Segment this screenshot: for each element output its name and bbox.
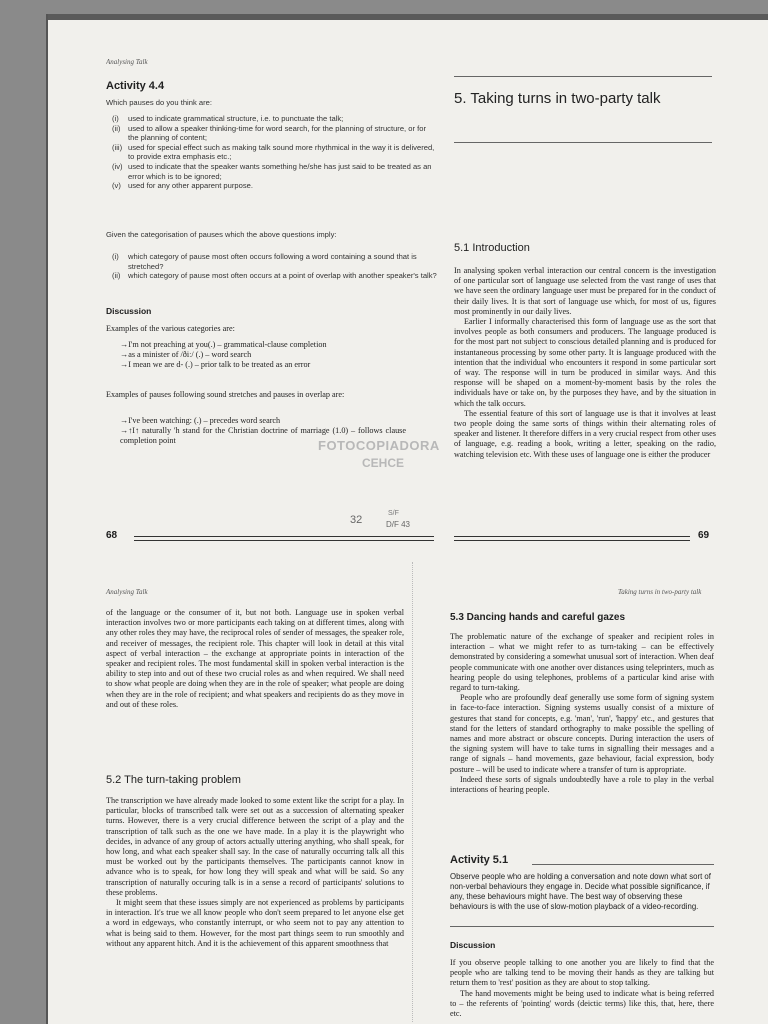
running-head: Taking turns in two-party talk (618, 588, 702, 596)
running-head: Analysing Talk (106, 588, 148, 596)
list-item: (iii) used for special effect such as making talk sound more rhythmical in the way it is delivered, to provide extra emphasis etc.; (112, 142, 435, 162)
question-list (112, 252, 438, 281)
activity-bottom-rule (450, 926, 714, 927)
list-item: (i) which category of pause most often occurs following a word containing a sound that is stretched? (112, 252, 417, 271)
stamp-sf: S/F (388, 510, 399, 517)
page-68-footer-rule (134, 536, 434, 541)
page-68 (106, 54, 440, 554)
chapter-top-rule (454, 76, 712, 77)
activity-title: Activity 4.4 (106, 80, 165, 92)
scan-top-band (48, 14, 768, 20)
given-text: Given the categorisation of pauses which the above questions imply: (106, 230, 337, 239)
page-number: 68 (106, 530, 118, 541)
copy-stamp-sub: CEHCE (362, 456, 405, 470)
pause-category-list (112, 114, 438, 191)
page-71-body (450, 632, 714, 795)
running-head: Analysing Talk (106, 58, 148, 66)
paragraph: If you observe people talking to one another you are likely to find that the people who are talking tend to be moving their hands as they are talking but return them to 'rest' position as they are about to stop talking. (450, 958, 714, 988)
paragraph: Indeed these sorts of signals undoubtedly have a role to play in the verbal interactions of hearing people. (450, 774, 714, 795)
list-item: (v) used for any other apparent purpose. (112, 181, 253, 191)
chapter-bottom-rule (454, 142, 712, 143)
section-title: 5.1 Introduction (454, 242, 530, 254)
page-70-body (106, 796, 404, 1022)
stamp-df: D/F 43 (386, 520, 411, 529)
list-item: (ii) which category of pause most often occurs at a point of overlap with another speaker's talk? (112, 271, 437, 281)
activity-title: Activity 5.1 (450, 854, 509, 866)
example-line: →I mean we are d- (.) – prior talk to be treated as an error (120, 360, 311, 370)
page-69-footer-rule (454, 536, 690, 541)
example-line: →I've been watching: (.) – precedes word search (120, 416, 281, 425)
example-line: →as a minister of /ðiː/ (.) – word search (120, 350, 252, 360)
scanned-sheet (46, 14, 768, 1024)
intro-body (454, 266, 716, 526)
page-number: 69 (698, 530, 710, 541)
stamp-number: 32 (350, 514, 363, 526)
paragraph: The hand movements might be being used to indicate what is being referred to – the referents of 'pointing' words (deictic terms) like this, that, here, there etc. (450, 988, 714, 1019)
discussion-heading: Discussion (450, 940, 496, 950)
chapter-title: 5. Taking turns in two-party talk (454, 90, 661, 107)
activity-rule (532, 864, 714, 865)
activity-text: Observe people who are holding a conversation and note down what sort of non-verbal behaviours they engage in. Decide what possible significance, if any, these behaviours might have. The best way of observing these behaviours is with the use of slow-motion playback of a video-recording. (450, 872, 711, 911)
paragraph: It might seem that these issues simply are not experienced as problems by participants in interaction. It's true we all know people who don't seem prepared to let anyone else get a word in edgeways, who constantly interrupt, or who seem not to pay any attention to what is being said to them. However, for the most part things seem to run smoothly and without any apparent hitch. And it is the achievement of this apparent smoothness that (106, 898, 404, 948)
discussion-heading: Discussion (106, 306, 152, 316)
list-item: (ii) used to allow a speaker thinking-time for word search, for the planning of structure, or for the planning of content; (112, 123, 426, 143)
examples-intro: Examples of the various categories are: (106, 324, 235, 333)
list-item: (iv) used to indicate that the speaker wants something he/she has just said to be treated as an error which is to be ignored; (112, 161, 432, 181)
section-title: 5.2 The turn-taking problem (106, 774, 241, 786)
examples-list (106, 340, 406, 371)
examples2-intro: Examples of pauses following sound stretches and pauses in overlap are: (106, 390, 345, 399)
paragraph: People who are profoundly deaf generally use some form of signing system in face-to-face interaction. Signing systems usually consist of a mixture of gestures that stand for concepts, e.g. 'man', 'run', 'happy' etc., and gestures that stand for the letters of standard orthography to make possible the spelling of names and more abstract or obscure concepts. During interaction the users of the signing system will have to take turns in signalling their messages and a range of signals – hand movements, gaze behaviour, facial expression, body posture – will be used to indicate where a transfer of turn is appropriate. (450, 693, 714, 774)
list-item: (i) used to indicate grammatical structure, i.e. to punctuate the talk; (112, 114, 344, 123)
paragraph: The problematic nature of the exchange of speaker and recipient roles in interaction – what we might refer to as turn-taking – can be effectively demonstrated by considering a somewhat unusual sort of interaction. When deaf people communicate with one another over distances using teleprinters, much as hearing people do using telephones, problems of a particular kind arise with regard to turn-taking. (450, 632, 714, 693)
activity-question: Which pauses do you think are: (106, 98, 212, 107)
paragraph: Earlier I informally characterised this form of language use as the sort that involves people as both consumers and producers. The language produced is for the most part not subject to conscious detailed planning and is produced for instantaneous processing by some other party. It is language produced with the intention that the individual who encounters it respond in some particular sort of way. The response will in turn be produced in similar ways. And this response will be shaped on a moment-by-moment basis by the roles the individuals have or take on, by the purposes they have, and by the situation in which the talk occurs. (454, 317, 716, 408)
copy-stamp: FOTOCOPIADORA (318, 438, 440, 453)
example-line: →I'm not preaching at you(.) – grammatical-clause completion (120, 340, 327, 349)
page-71-discussion (450, 958, 714, 1022)
page-70-body-1: of the language or the consumer of it, but not both. Language use in spoken verbal interaction involves two or more participants each taking on at different times, along with any other roles they may have, the reciprocal roles of sender of messages, the speaker role, and receiver of messages, the recipient role. This chapter will look in detail at this vital aspect of verbal interaction – the exchange at appropriate points in interaction of the speaker and recipient roles. The most fundamental skill in spoken verbal interaction is the ability to step into and out of these two crucial roles as and when required. We shall need to show what people are doing when they are in the role of speaker; what people are doing when they are in the role of recipient; and what speakers and recipients do as they move in and out of these roles. (106, 608, 404, 709)
paragraph: The essential feature of this sort of language use is that it involves at least two people doing the same sorts of things within their alternating roles of speaker and listener. It therefore differs in a very crucial respect from other uses of language, e.g. reading a book, writing a letter, speaking on the radio, watching television etc. With these uses of language one is either the producer (454, 408, 716, 459)
binding-gutter (412, 562, 413, 1022)
section-title: 5.3 Dancing hands and careful gazes (450, 612, 626, 623)
paragraph: The transcription we have already made looked to some extent like the script for a play. In particular, blocks of transcribed talk were set out as a succession of alternating speaker turns. However, there is a very crucial difference between the script of a play and the transcription of talk such as the one we have made. In a play it is the playwright who decides, in advance of any group of actors actually uttering anything, who shall speak, for how long, and what each speaker shall say. In the case of naturally occurring talk all this must be worked out by the participants themselves. The participants cannot know in advance who is to speak, for how long they will speak and what will be said. So any transcription of naturally occuring talk is in a sense a record of participants' solutions to these problems. (106, 796, 404, 897)
paragraph: In analysing spoken verbal interaction our central concern is the investigation of one particular sort of language use selected from the vast range of uses that we have seen the ordinary language user must be prepared for in the conduct of their daily lives. It is that sort of language use which, for most of us, figures most prominently in our daily lives. (454, 266, 716, 316)
example-line: →↑I↑ naturally 'h stand for the Christian doctrine of marriage (1.0) – follows clause completion point (120, 426, 406, 446)
